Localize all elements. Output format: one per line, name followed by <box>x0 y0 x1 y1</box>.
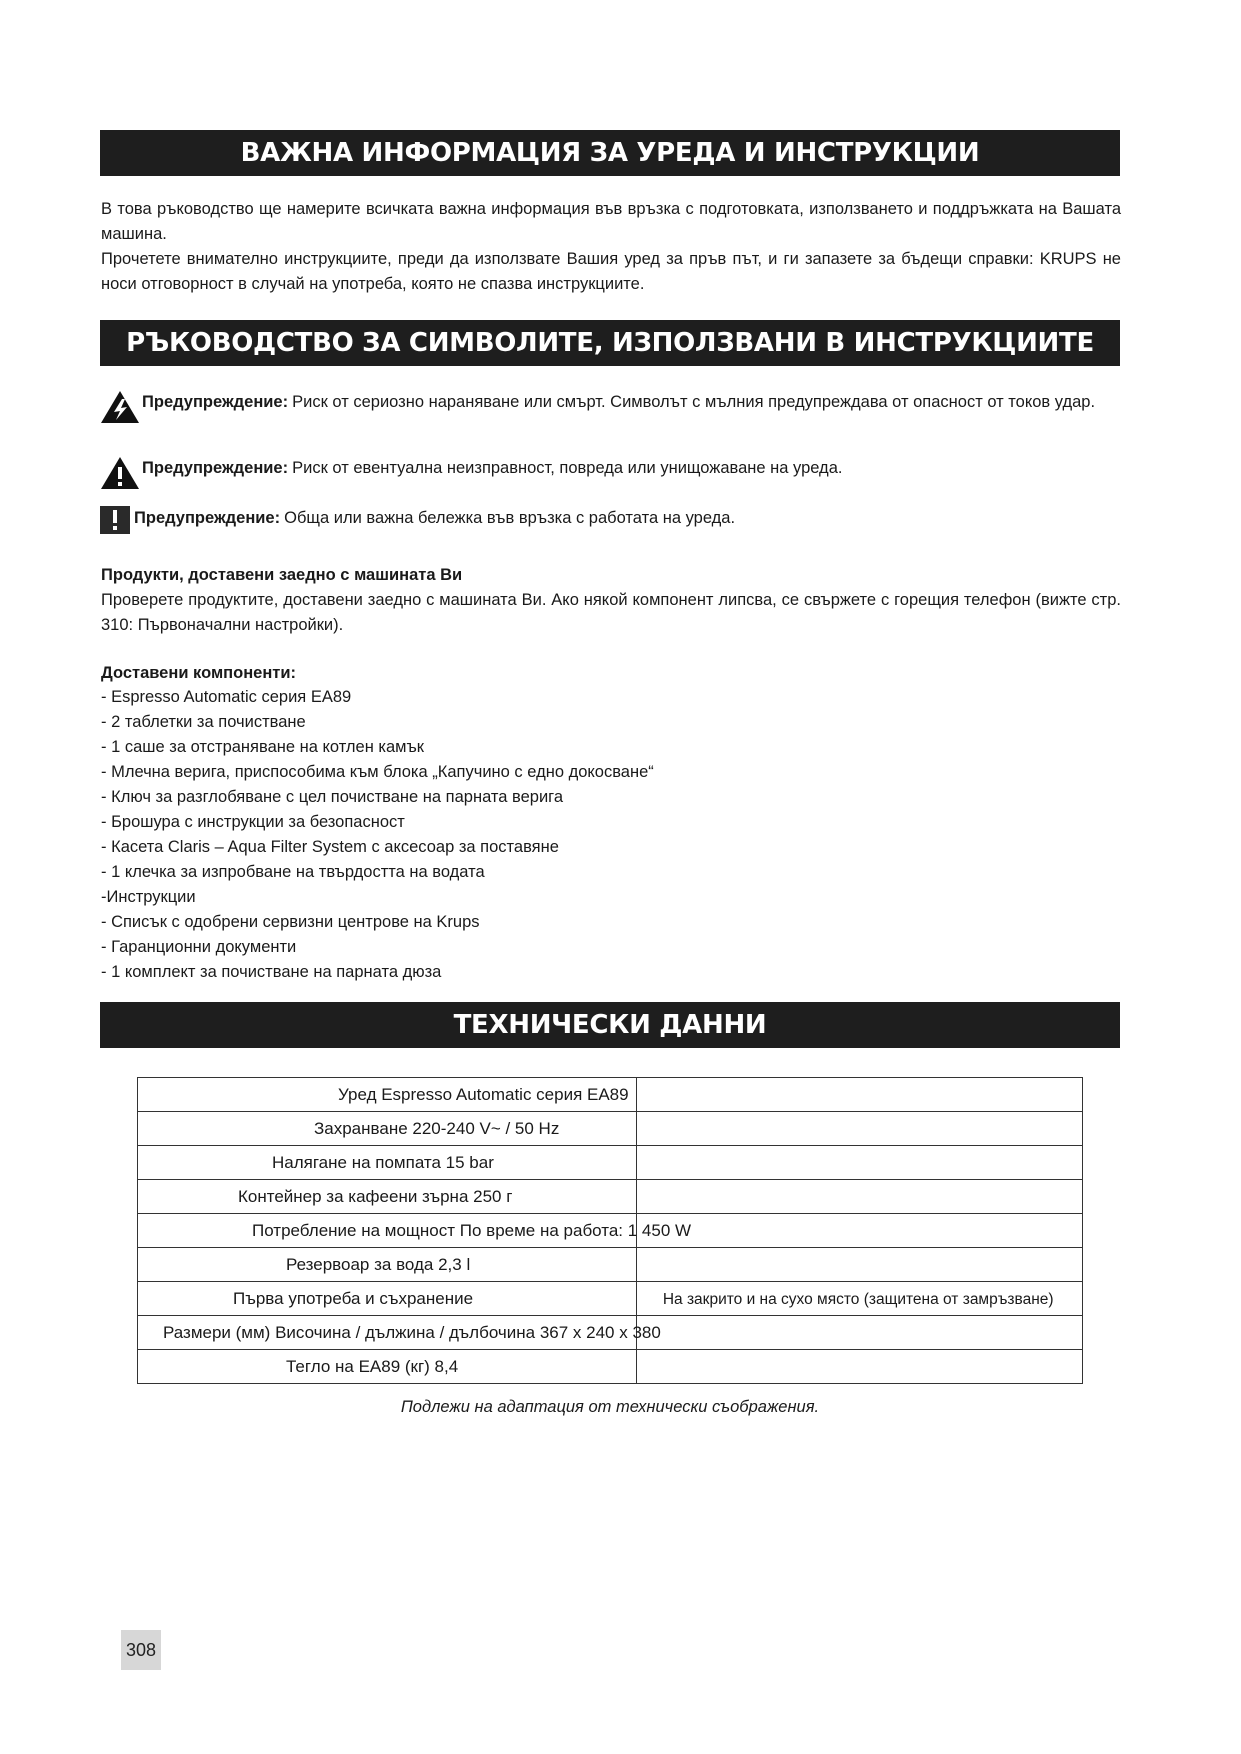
table-cell <box>636 1214 1082 1248</box>
products-heading: Продукти, доставени заедно с машината Ви <box>101 566 463 584</box>
table-row <box>138 1214 1083 1248</box>
products-paragraph: Проверете продуктите, доставени заедно с машината Ви. Ако някой компонент липсва, се свържете с горещия телефон (вижте стр. 310: Първоначални настройки). <box>101 591 1121 634</box>
warning-text: Риск от сериозно нараняване или смърт. Символът с мълния предупреждава от опасност от токов удар. <box>292 393 1096 411</box>
spec-text: На закрито и на сухо място (защитена от замръзване) <box>662 1290 1054 1308</box>
spec-text: Размери (мм) Височина / дължина / дълбочина 367 x 240 x 380 <box>163 1322 661 1342</box>
table-cell <box>138 1316 661 1350</box>
read-instructions-paragraph: Прочетете внимателно инструкциите, преди да използвате Вашия уред за пръв път, и ги запазете за бъдещи справки: KRUPS не носи отговорност в случай на употреба, която не спазва инструкциите. <box>101 250 1121 293</box>
section-title: РЪКОВОДСТВО ЗА СИМВОЛИТЕ, ИЗПОЛЗВАНИ В ИНСТРУКЦИИТЕ <box>126 328 1094 358</box>
table-cell <box>636 1180 1082 1214</box>
technical-data-table <box>137 1077 1083 1384</box>
table-cell <box>138 1350 637 1384</box>
section-banner-important-info <box>100 130 1120 176</box>
warning-text: Риск от евентуална неизправност, повреда или унищожаване на уреда. <box>292 459 843 477</box>
table-row <box>138 1146 1083 1180</box>
table-row <box>138 1112 1083 1146</box>
warning-row-general-note <box>100 506 1122 542</box>
table-cell <box>636 1282 1082 1316</box>
table-row <box>138 1316 1083 1350</box>
table-cell <box>138 1214 692 1248</box>
table-row <box>138 1350 1083 1384</box>
table-cell <box>138 1112 637 1146</box>
intro-paragraph: В това ръководство ще намерите всичката важна информация във връзка с подготовката, използването и поддръжката на Вашата машина. <box>101 200 1121 243</box>
spec-text: Резервоар за вода 2,3 l <box>286 1254 471 1274</box>
page-number: 308 <box>121 1630 161 1670</box>
spec-text: Потребление на мощност По време на работа: 1 450 W <box>252 1220 692 1240</box>
table-row <box>138 1078 1083 1112</box>
table-cell <box>636 1146 1082 1180</box>
table-cell <box>636 1316 1082 1350</box>
table-row <box>138 1248 1083 1282</box>
table-cell <box>138 1282 637 1316</box>
exclamation-box-icon <box>100 506 134 542</box>
table-cell <box>138 1180 637 1214</box>
list-item: - Касета Claris – Aqua Filter System с аксесоар за поставяне <box>101 838 559 856</box>
warning-row-damage <box>100 456 1122 498</box>
components-heading: Доставени компоненти: <box>101 664 297 682</box>
table-cell <box>636 1078 1082 1112</box>
spec-text: Тегло на EA89 (кг) 8,4 <box>286 1356 459 1376</box>
warning-text: Обща или важна бележка във връзка с работата на уреда. <box>284 509 736 527</box>
warning-row-electric <box>100 390 1122 432</box>
section-banner-technical-data <box>100 1002 1120 1048</box>
warning-label: Предупреждение: <box>142 393 289 411</box>
table-cell <box>636 1248 1082 1282</box>
table-row <box>138 1180 1083 1214</box>
spec-text: Налягане на помпата 15 bar <box>272 1152 494 1172</box>
list-item: - 1 клечка за изпробване на твърдостта на водата <box>101 863 485 881</box>
warning-triangle-icon <box>100 456 142 498</box>
warning-label: Предупреждение: <box>134 509 281 527</box>
spec-text: Уред Espresso Automatic серия EA89 <box>338 1084 629 1104</box>
list-item: - 1 комплект за почистване на парната дюза <box>101 963 442 981</box>
list-item: -Инструкции <box>101 888 196 906</box>
table-cell <box>138 1146 637 1180</box>
table-cell <box>138 1248 637 1282</box>
spec-text: Захранване 220-240 V~ / 50 Hz <box>314 1118 560 1138</box>
table-row <box>138 1282 1083 1316</box>
components-list <box>101 685 654 985</box>
table-cell <box>138 1078 637 1112</box>
list-item: - Ключ за разглобяване с цел почистване на парната верига <box>101 788 564 806</box>
section-banner-symbols-guide <box>100 320 1120 366</box>
list-item: - 2 таблетки за почистване <box>101 713 306 731</box>
spec-text: Контейнер за кафеени зърна 250 г <box>238 1186 513 1206</box>
section-title: ВАЖНА ИНФОРМАЦИЯ ЗА УРЕДА И ИНСТРУКЦИИ <box>240 138 980 168</box>
warning-label: Предупреждение: <box>142 459 289 477</box>
list-item: - 1 саше за отстраняване на котлен камък <box>101 738 425 756</box>
spec-text: Първа употреба и съхранение <box>233 1288 474 1308</box>
list-item: - Брошура с инструкции за безопасност <box>101 813 405 831</box>
section-title: ТЕХНИЧЕСКИ ДАННИ <box>453 1010 767 1040</box>
adaptation-note: Подлежи на адаптация от технически съображения. <box>400 1398 820 1416</box>
list-item: - Гаранционни документи <box>101 938 297 956</box>
list-item: - Списък с одобрени сервизни центрове на Krups <box>101 913 480 931</box>
table-cell <box>636 1350 1082 1384</box>
table-cell <box>636 1112 1082 1146</box>
list-item: - Млечна верига, приспособима към блока „Капучино с едно докосване“ <box>101 763 654 781</box>
list-item: - Espresso Automatic серия EA89 <box>101 688 352 706</box>
lightning-warning-icon <box>100 390 142 432</box>
